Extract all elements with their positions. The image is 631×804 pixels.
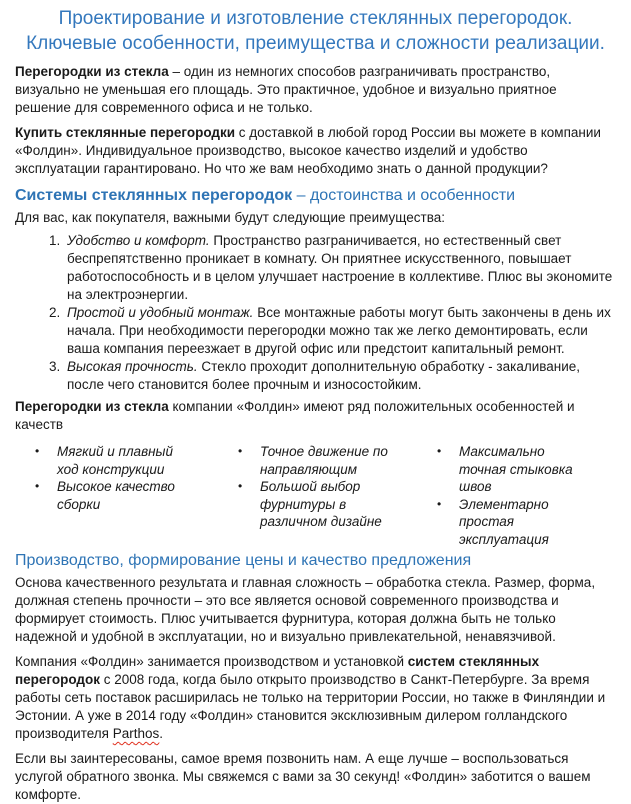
features-column-2 bbox=[238, 443, 396, 531]
advantages-numbered-list bbox=[15, 232, 616, 394]
feature-item-text: Максимально точная стыковка швов bbox=[459, 444, 573, 494]
feature-item bbox=[35, 478, 193, 513]
features-intro-bold-lead: Перегородки из стекла bbox=[15, 399, 169, 414]
intro-paragraph-1 bbox=[15, 63, 616, 117]
document-title: Проектирование и изготовление стеклянных перегородок. Ключевые особенности, преимущества и сложности реализации. bbox=[26, 8, 605, 54]
intro-paragraph-2 bbox=[15, 124, 616, 178]
advantages-item-3-text: Стекло проходит дополнительную обработку - закаливание, после чего становится более прочным и износостойким. bbox=[67, 359, 581, 392]
features-column-3 bbox=[437, 443, 595, 548]
advantages-item-3-lead: Высокая прочность. bbox=[67, 359, 198, 374]
features-intro-paragraph bbox=[15, 398, 616, 434]
production-section-heading: Производство, формирование цены и качество предложения bbox=[15, 552, 472, 569]
feature-item bbox=[238, 443, 396, 478]
advantages-heading-bold: Системы стеклянных перегородок bbox=[15, 187, 293, 204]
advantages-item-2-lead: Простой и удобный монтаж. bbox=[67, 305, 254, 320]
bullet-icon: • bbox=[437, 496, 442, 511]
feature-item-text: Точное движение по направляющим bbox=[260, 444, 388, 477]
bullet-icon: • bbox=[238, 479, 243, 493]
feature-item bbox=[35, 443, 193, 478]
company-history-period: . bbox=[159, 726, 164, 741]
feature-item bbox=[238, 478, 396, 531]
bullet-icon: • bbox=[35, 479, 40, 493]
advantages-item-1-text: Пространство разграничивается, но естественный свет беспрепятственно проникает в комнату. Он приятнее искусственного, повышает работоспособность и в целом улучшает настроение в коллективе. Плюс вы экономите на электроэнергии. bbox=[67, 233, 613, 302]
feature-item-text: Мягкий и плавный ход конструкции bbox=[57, 444, 173, 477]
advantages-item-2 bbox=[64, 304, 616, 358]
company-history-paragraph bbox=[15, 653, 616, 743]
company-history-bold: систем стеклянных перегородок bbox=[15, 654, 540, 687]
advantages-item-1-lead: Удобство и комфорт. bbox=[67, 233, 210, 248]
intro-paragraph-2-bold-lead: Купить стеклянные перегородки bbox=[15, 125, 236, 140]
features-list-3 bbox=[437, 443, 595, 548]
company-history-text-2: с 2008 года, когда было открыто производство в Санкт-Петербурге. За время работы сеть поставок расширилась не только на территории России, но также в Финляндии и Эстонии. А уже в 2014 году «Фолдин» становится эксклюзивным дилером голландского производителя bbox=[15, 672, 606, 741]
features-columns bbox=[15, 443, 616, 548]
bullet-icon: • bbox=[437, 444, 442, 458]
intro-paragraph-1-text: – один из немногих способов разграничивать пространство, визуально не уменьшая его площадь. Это практичное, удобное и визуально приятное решение для современного офиса и не только. bbox=[15, 64, 557, 115]
advantages-lead: Для вас, как покупателя, важными будут следующие преимущества: bbox=[15, 210, 445, 225]
feature-item-text: Высокое качество сборки bbox=[57, 479, 175, 512]
feature-item-text: Элементарно простая эксплуатация bbox=[459, 496, 549, 547]
advantages-item-1 bbox=[64, 232, 616, 304]
company-history-text-1: Компания «Фолдин» занимается производством и установкой bbox=[15, 654, 408, 669]
feature-item-text: Большой выбор фурнитуры в различном дизайне bbox=[260, 479, 382, 529]
features-list-1 bbox=[35, 443, 193, 513]
features-list-2 bbox=[238, 443, 396, 531]
advantages-item-2-text: Все монтажные работы могут быть закончены в день их начала. При необходимости перегородки можно так же легко демонтировать, если ваша компания переезжает в другой офис или предстоит капитальный ремонт. bbox=[67, 305, 611, 356]
feature-item bbox=[437, 443, 595, 496]
brand-name-spellcheck: Parthos bbox=[112, 726, 160, 741]
bullet-icon: • bbox=[238, 444, 243, 458]
feature-item bbox=[437, 496, 595, 549]
intro-paragraph-2-text: с доставкой в любой город России вы можете в компании «Фолдин». Индивидуальное производство, высокое качество изделий и удобство эксплуатации гарантировано. Но что же вам необходимо знать о данной продукции? bbox=[15, 125, 601, 176]
production-paragraph-1: Основа качественного результата и главная сложность – обработка стекла. Размер, форма, должная степень прочности – это все является основой современного производства и формирует стоимость. Плюс учитывается фурнитура, которая должна быть не только надежной и удобной в эксплуатации, но и визуально привлекательной, ненавязчивой. bbox=[15, 575, 596, 644]
advantages-item-3 bbox=[64, 358, 616, 394]
bullet-icon: • bbox=[35, 444, 40, 458]
intro-paragraph-1-bold-lead: Перегородки из стекла bbox=[15, 64, 169, 79]
advantages-section-heading bbox=[15, 185, 616, 206]
advantages-heading-rest: – достоинства и особенности bbox=[292, 187, 516, 204]
features-column-1 bbox=[35, 443, 193, 513]
features-intro-text: компании «Фолдин» имеют ряд положительных особенностей и качеств bbox=[15, 399, 575, 432]
closing-paragraph: Если вы заинтересованы, самое время позвонить нам. А еще лучше – воспользоваться услугой обратного звонка. Мы свяжемся с вами за 30 секунд! «Фолдин» заботится о вашем комфорте. bbox=[15, 751, 591, 802]
